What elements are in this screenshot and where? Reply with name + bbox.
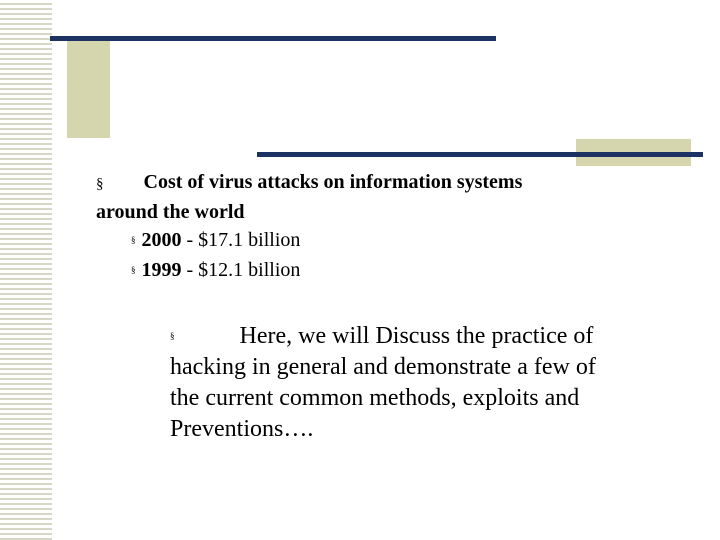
item-year: 1999	[141, 259, 182, 281]
decorative-bar-top	[50, 36, 496, 41]
heading-line-1: Cost of virus attacks on information systems	[143, 171, 523, 193]
virus-cost-heading	[96, 168, 636, 226]
item-value: - $17.1 billion	[181, 229, 301, 251]
list-item	[131, 226, 300, 254]
heading-line-2: around the world	[96, 201, 245, 223]
bullet-icon: §	[96, 176, 104, 192]
bullet-icon: §	[131, 265, 136, 275]
item-year: 2000	[141, 229, 182, 251]
discussion-paragraph	[170, 321, 690, 445]
decorative-box-left	[67, 37, 110, 138]
bullet-icon: §	[170, 331, 175, 341]
discussion-line-1: Here, we will Discuss the practice of	[239, 323, 594, 349]
decorative-bar-middle	[257, 152, 703, 157]
discussion-line-2: hacking in general and demonstrate a few of	[170, 354, 596, 380]
discussion-line-3: the current common methods, exploits and	[170, 385, 580, 411]
left-striped-border	[0, 0, 52, 540]
bullet-icon: §	[131, 235, 136, 245]
list-item	[131, 256, 300, 284]
item-value: - $12.1 billion	[181, 259, 301, 281]
discussion-line-4: Preventions….	[170, 416, 314, 442]
